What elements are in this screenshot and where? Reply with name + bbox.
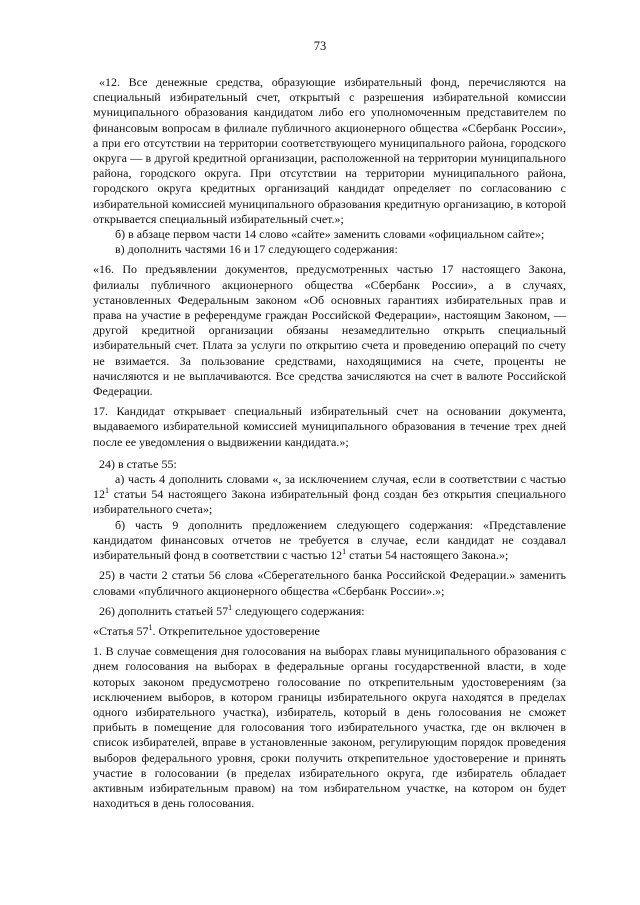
paragraph-26-text-end: следующего содержания: bbox=[232, 603, 365, 618]
paragraph-17: 17. Кандидат открывает специальный избирательный счет на основании документа, выдаваемого избирательной комиссией муниципального образования в течение трех дней после ее уведомления о выдвижении кандидата.»; bbox=[93, 404, 566, 449]
paragraph-a-text: а) часть 4 дополнить словами «, за исключением случая, если в соответствии с частью 12 bbox=[93, 472, 566, 502]
page-number: 73 bbox=[313, 39, 327, 53]
article-title bbox=[93, 624, 566, 639]
paragraph-25: 25) в части 2 статьи 56 слова «Сберегательного банка Российской Федерации.» заменить словами «публичного акционерного общества «Сбербанк России».»; bbox=[93, 568, 566, 598]
paragraph-article-57-1-point-1: 1. В случае совмещения дня голосования на выборах главы муниципального образования с днем голосования на выборах в федеральные органы государственной власти, в ходе которых законом предусмотрено голосование по открепительным удостоверениям (за исключением выборов, в котором границы избирательного округа находятся в пределах одного избирательного участка), избиратель, который в день голосования не сможет прибыть в помещение для голосования того избирательного участка, где он включен в список избирателей, вправе в установленные законом, регулирующим порядок проведения выборов федерального уровня, сроки получить открепительное удостоверение и принять участие в голосовании (в пределах избирательного округа, где избиратель обладает активным избирательным правом) на том избирательном участке, на котором он будет находиться в день голосования. bbox=[93, 644, 566, 811]
paragraph-16: «16. По предъявлении документов, предусмотренных частью 17 настоящего Закона, филиалы публичного акционерного общества «Сбербанк России», а в случаях, установленных Федеральным законом «Об основных гарантиях избирательных прав и права на участие в референдуме граждан Российской Федерации», настоящим Законом, — другой кредитной организации обязаны незамедлительно открыть специальный избирательный счет. Плата за услуги по открытию счета и проведению операций по счету не взимается. За пользование средствами, находящимися на счете, проценты не начисляются и не выплачиваются. Все средства зачисляются на счет в валюте Российской Федерации. bbox=[93, 262, 566, 399]
paragraph-b-part9 bbox=[93, 518, 566, 564]
article-title-text-end: . Открепительное удостоверение bbox=[152, 623, 320, 638]
article-title-text: «Статья 57 bbox=[93, 623, 149, 638]
superscript-1: 1 bbox=[228, 602, 233, 612]
paragraph-b-site: б) в абзаце первом части 14 слово «сайте» заменить словами «официальном сайте»; bbox=[115, 227, 545, 242]
paragraph-a-part4 bbox=[93, 472, 566, 518]
paragraph-a-text-end: статьи 54 настоящего Закона избирательный фонд создан без открытия специального избирательного счета»; bbox=[93, 487, 566, 517]
paragraph-24: 24) в статье 55: bbox=[99, 456, 177, 471]
paragraph-b-text: б) часть 9 дополнить предложением следующего содержания: «Представление кандидатом финансовых отчетов не требуется в случае, если кандидат не создавал избирательный фонд в соответствии с частью 12 bbox=[93, 517, 566, 563]
document-body bbox=[93, 75, 566, 811]
paragraph-12: «12. Все денежные средства, образующие избирательный фонд, перечисляются на специальный избирательный счет, открытый с разрешения избирательной комиссии муниципального образования кандидатом либо его уполномоченным представителем по финансовым вопросам в филиале публичного акционерного общества «Сбербанк России», а при его отсутствии на территории соответствующего муниципального района, городского округа — в другой кредитной организации, расположенной на территории муниципального района, городского округа. При отсутствии на территории муниципального района, городского округа кредитных организаций кандидат определяет по согласованию с избирательной комиссией муниципального образования кредитную организацию, в которой открывается специальный избирательный счет.»; bbox=[93, 75, 566, 226]
superscript-1: 1 bbox=[342, 547, 347, 557]
paragraph-v-add-parts: в) дополнить частями 16 и 17 следующего содержания: bbox=[115, 242, 398, 257]
paragraph-26 bbox=[93, 604, 566, 619]
superscript-1: 1 bbox=[148, 622, 153, 632]
paragraph-b-text-end: статьи 54 настоящего Закона.»; bbox=[346, 548, 509, 563]
superscript-1: 1 bbox=[105, 486, 109, 496]
paragraph-26-text: 26) дополнить статьей 57 bbox=[99, 603, 229, 618]
